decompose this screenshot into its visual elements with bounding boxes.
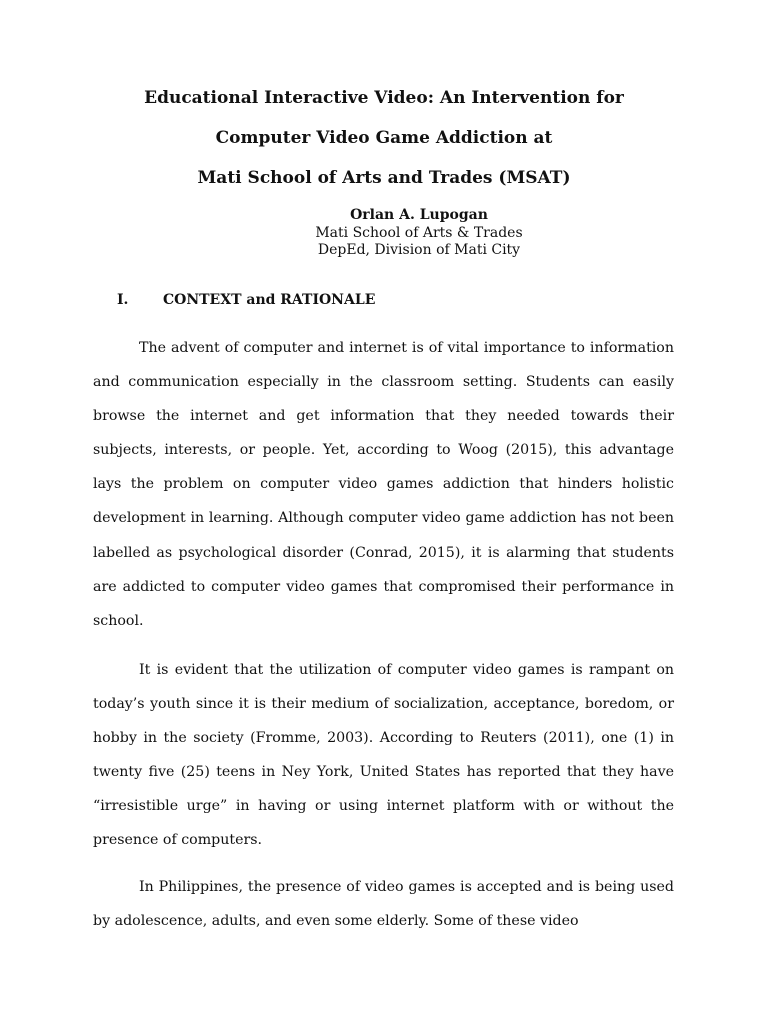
- paragraph-3: In Philippines, the presence of video games is accepted and is being used by adolescence, adults, and even some elderly. Some of these video: [93, 879, 674, 930]
- title-line-1: Educational Interactive Video: An Intervention for: [144, 88, 624, 108]
- author-block: [0, 207, 768, 260]
- section-title: CONTEXT and RATIONALE: [163, 292, 376, 308]
- author-name: Orlan A. Lupogan: [350, 207, 488, 223]
- title-line-3: Mati School of Arts and Trades (MSAT): [197, 168, 571, 188]
- section-number: I.: [117, 292, 129, 308]
- paragraph-1: The advent of computer and internet is of vital importance to information and communication especially in the classroom setting. Students can easily browse the internet and get information that they needed towards their subjects, interests, or people. Yet, according to Woog (2015), this advantage lays the problem on computer video games addiction that hinders holistic development in learning. Although computer video game addiction has not been labelled as psychological disorder (Conrad, 2015), it is alarming that students are addicted to computer video games that compromised their performance in school.: [93, 340, 674, 629]
- section-heading: [117, 292, 375, 308]
- author-division: DepEd, Division of Mati City: [317, 242, 521, 258]
- paragraph-2: It is evident that the utilization of computer video games is rampant on today’s youth since it is their medium of socialization, acceptance, boredom, or hobby in the society (Fromme, 2003). According to Reuters (2011), one (1) in twenty five (25) teens in Ney York, United States has reported that they have “irresistible urge” in having or using internet platform with or without the presence of computers.: [93, 662, 674, 849]
- title-line-2: Computer Video Game Addiction at: [215, 128, 553, 148]
- author-affiliation: Mati School of Arts & Trades: [315, 224, 523, 241]
